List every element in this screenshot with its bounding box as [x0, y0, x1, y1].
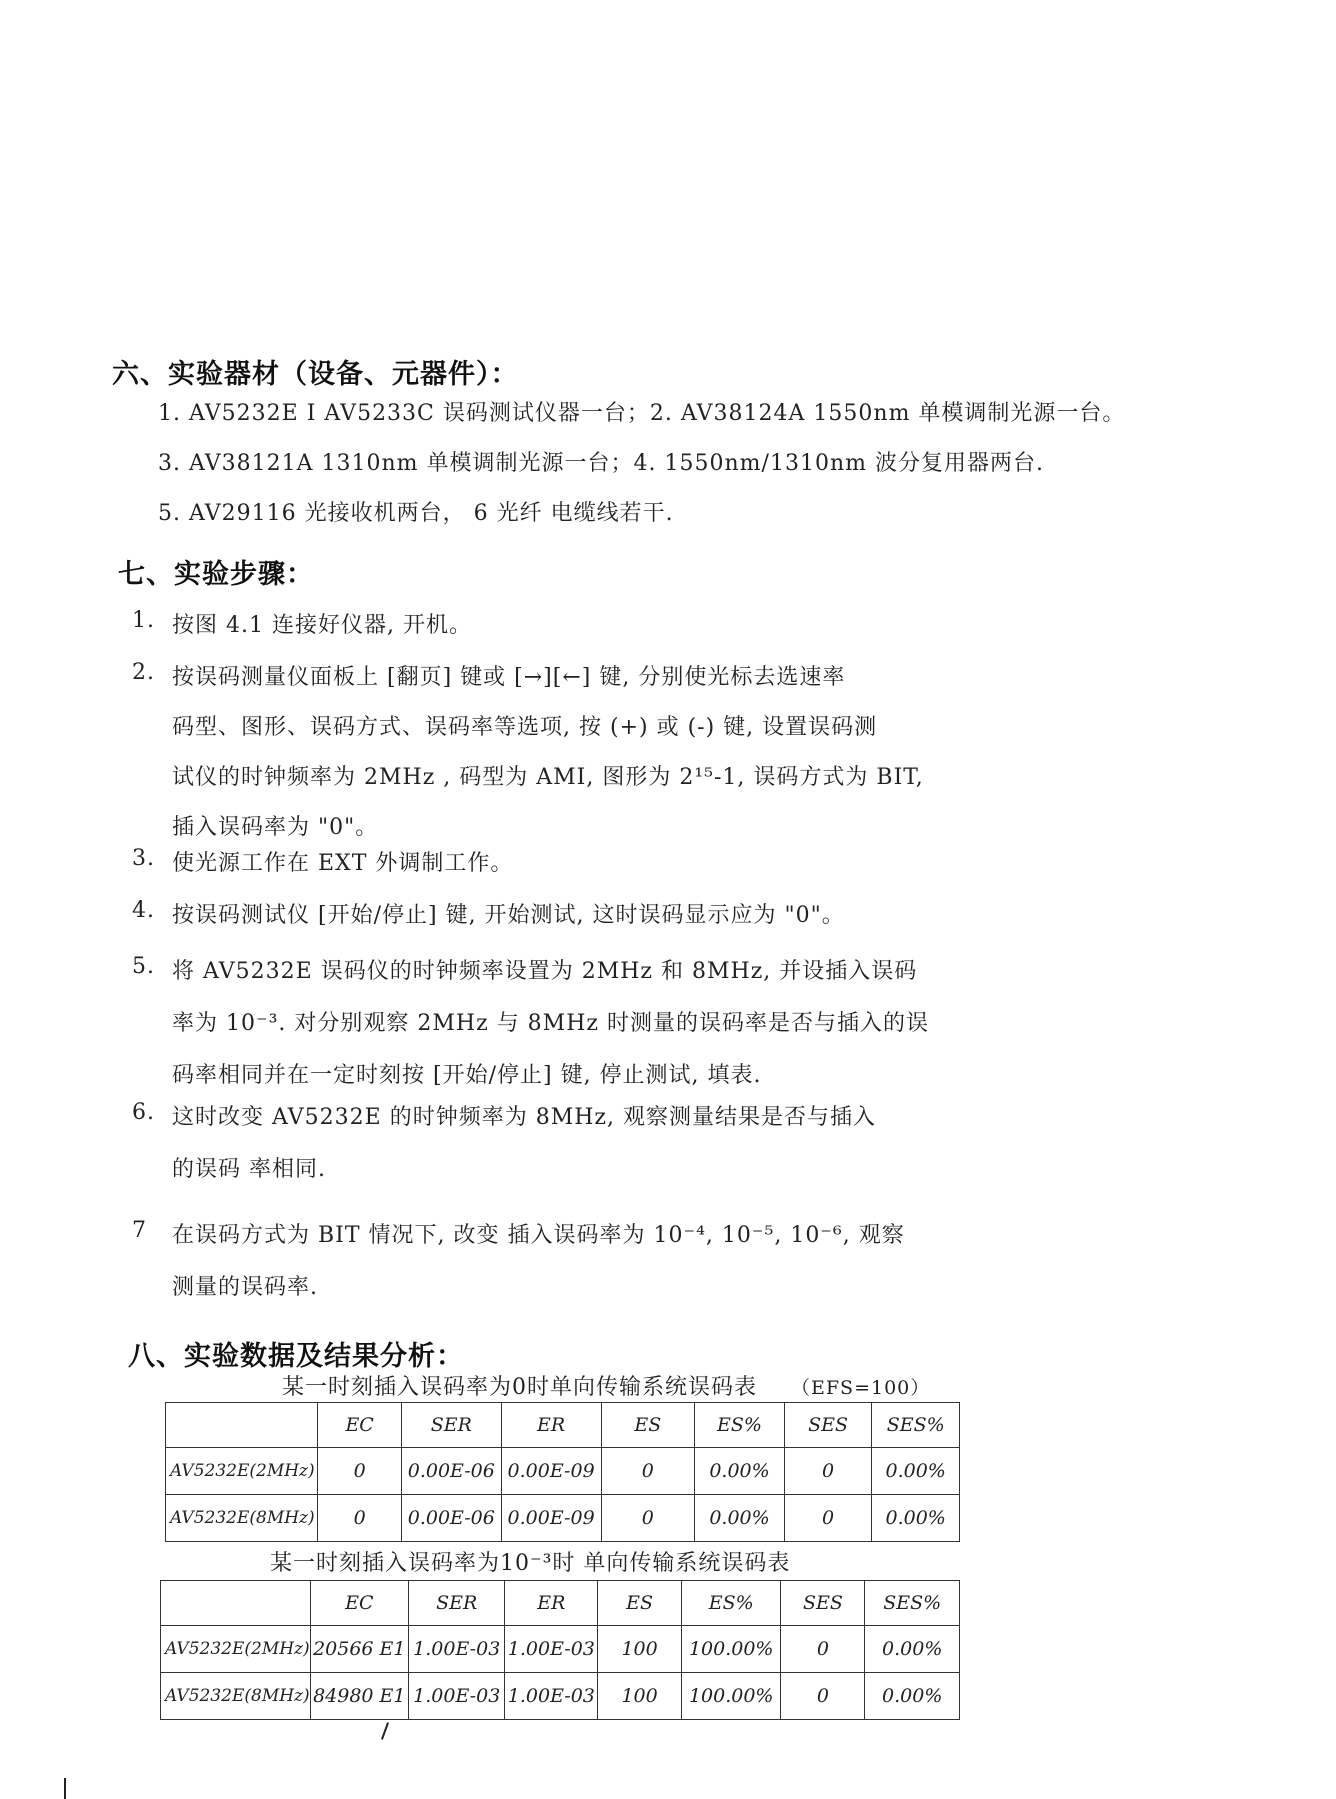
step-number: 1. — [132, 608, 155, 633]
table-cell: 0.00% — [872, 1495, 960, 1542]
step-line: 率为 10⁻³. 对分别观察 2MHz 与 8MHz 时测量的误码率是否与插入的误 — [172, 1011, 929, 1036]
table-cell: 0.00% — [872, 1448, 960, 1495]
table-cell: 0 — [781, 1673, 865, 1720]
table-cell: AV5232E(2MHz) — [161, 1626, 311, 1673]
step-line: 的误码 率相同. — [172, 1157, 326, 1182]
section-6-title: 六、实验器材（设备、元器件）： — [112, 359, 519, 390]
table-1-note: （EFS=100） — [791, 1377, 931, 1399]
step-number: 3. — [132, 846, 155, 871]
table-header-row — [161, 1581, 960, 1626]
table-cell: 0.00% — [695, 1448, 785, 1495]
table-header-cell: EC — [318, 1403, 402, 1448]
step-line: 码型、图形、误码方式、误码率等选项, 按 (+) 或 (-) 键, 设置误码测 — [172, 715, 878, 740]
table-1-title — [282, 1370, 930, 1401]
table-header-cell: SES — [784, 1403, 872, 1448]
step-line: 在误码方式为 BIT 情况下, 改变 插入误码率为 10⁻⁴, 10⁻⁵, 10⁻⁶, 观察 — [172, 1223, 905, 1248]
table-cell: 1.00E-03 — [505, 1626, 598, 1673]
table-cell: 0 — [318, 1495, 402, 1542]
table-cell: 0 — [781, 1626, 865, 1673]
table-row — [161, 1626, 960, 1673]
table-header-cell: SER — [408, 1581, 505, 1626]
table-cell: 100.00% — [682, 1673, 781, 1720]
step-line: 插入误码率为 "0"。 — [172, 815, 379, 840]
table-cell: 1.00E-03 — [408, 1626, 505, 1673]
table-header-cell: EC — [310, 1581, 408, 1626]
table-header-cell: SES% — [865, 1581, 960, 1626]
step-line: 按误码测量仪面板上 [翻页] 键或 [→][←] 键, 分别使光标去选速率 — [172, 665, 846, 690]
table-header-cell: ER — [501, 1403, 601, 1448]
step-number: 2. — [132, 660, 155, 685]
table-cell: 0.00E-09 — [501, 1495, 601, 1542]
table-cell: 0 — [318, 1448, 402, 1495]
table-header-cell — [161, 1581, 311, 1626]
error-table-zero-insertion — [165, 1402, 960, 1542]
table-header-row — [166, 1403, 960, 1448]
table-cell: 0.00E-06 — [401, 1495, 501, 1542]
table-header-cell: ER — [505, 1581, 598, 1626]
table-header-cell: SER — [401, 1403, 501, 1448]
table-row — [161, 1673, 960, 1720]
table-cell: 0.00E-06 — [401, 1448, 501, 1495]
step-number: 6. — [132, 1100, 155, 1125]
table-cell: 1.00E-03 — [505, 1673, 598, 1720]
table-row — [166, 1495, 960, 1542]
equipment-line-2: 3. AV38121A 1310nm 单模调制光源一台；4. 1550nm/1310nm 波分复用器两台. — [158, 451, 1044, 476]
table-cell: 0.00% — [865, 1673, 960, 1720]
step-number: 5. — [132, 954, 155, 979]
equipment-line-3: 5. AV29116 光接收机两台， 6 光纤 电缆线若干. — [158, 501, 674, 526]
section-7-title: 七、实验步骤： — [118, 559, 314, 590]
table-header-cell — [166, 1403, 318, 1448]
table-cell: 20566 E1 — [310, 1626, 408, 1673]
table-cell: AV5232E(8MHz) — [166, 1495, 318, 1542]
table-header-cell: ES% — [682, 1581, 781, 1626]
table-1-caption: 某一时刻插入误码率为0时单向传输系统误码表 — [282, 1375, 757, 1400]
table-cell: 0 — [601, 1448, 695, 1495]
table-cell: AV5232E(2MHz) — [166, 1448, 318, 1495]
scan-mark — [64, 1778, 66, 1799]
equipment-line-1: 1. AV5232E I AV5233C 误码测试仪器一台；2. AV38124A 1550nm 单模调制光源一台。 — [158, 401, 1126, 426]
pen-stroke-mark — [381, 1722, 389, 1740]
table-header-cell: SES% — [872, 1403, 960, 1448]
table-header-cell: SES — [781, 1581, 865, 1626]
step-line: 这时改变 AV5232E 的时钟频率为 8MHz, 观察测量结果是否与插入 — [172, 1105, 876, 1130]
table-row — [166, 1448, 960, 1495]
step-line: 将 AV5232E 误码仪的时钟频率设置为 2MHz 和 8MHz, 并设插入误码 — [172, 959, 918, 984]
step-number: 4. — [132, 898, 155, 923]
table-header-cell: ES — [601, 1403, 695, 1448]
table-cell: 0.00E-09 — [501, 1448, 601, 1495]
step-line: 使光源工作在 EXT 外调制工作。 — [172, 851, 514, 876]
table-2-title: 某一时刻插入误码率为10⁻³时 单向传输系统误码表 — [270, 1551, 791, 1576]
table-cell: 0 — [784, 1495, 872, 1542]
error-table-1e-3-insertion — [160, 1580, 960, 1720]
step-line: 按误码测试仪 [开始/停止] 键, 开始测试, 这时误码显示应为 "0"。 — [172, 903, 845, 928]
table-header-cell: ES — [598, 1581, 682, 1626]
table-cell: 100 — [598, 1673, 682, 1720]
step-line: 测量的误码率. — [172, 1275, 318, 1300]
step-line: 试仪的时钟频率为 2MHz , 码型为 AMI, 图形为 2¹⁵-1, 误码方式为 BIT, — [172, 765, 924, 790]
table-cell: 0 — [784, 1448, 872, 1495]
table-cell: 100.00% — [682, 1626, 781, 1673]
table-cell: AV5232E(8MHz) — [161, 1673, 311, 1720]
section-8-title: 八、实验数据及结果分析： — [128, 1341, 464, 1372]
table-cell: 0 — [601, 1495, 695, 1542]
step-number: 7 — [132, 1218, 147, 1243]
step-line: 码率相同并在一定时刻按 [开始/停止] 键, 停止测试, 填表. — [172, 1063, 762, 1088]
step-line: 按图 4.1 连接好仪器, 开机。 — [172, 613, 472, 638]
table-cell: 0.00% — [865, 1626, 960, 1673]
table-cell: 100 — [598, 1626, 682, 1673]
table-header-cell: ES% — [695, 1403, 785, 1448]
table-cell: 84980 E1 — [310, 1673, 408, 1720]
table-cell: 0.00% — [695, 1495, 785, 1542]
table-cell: 1.00E-03 — [408, 1673, 505, 1720]
